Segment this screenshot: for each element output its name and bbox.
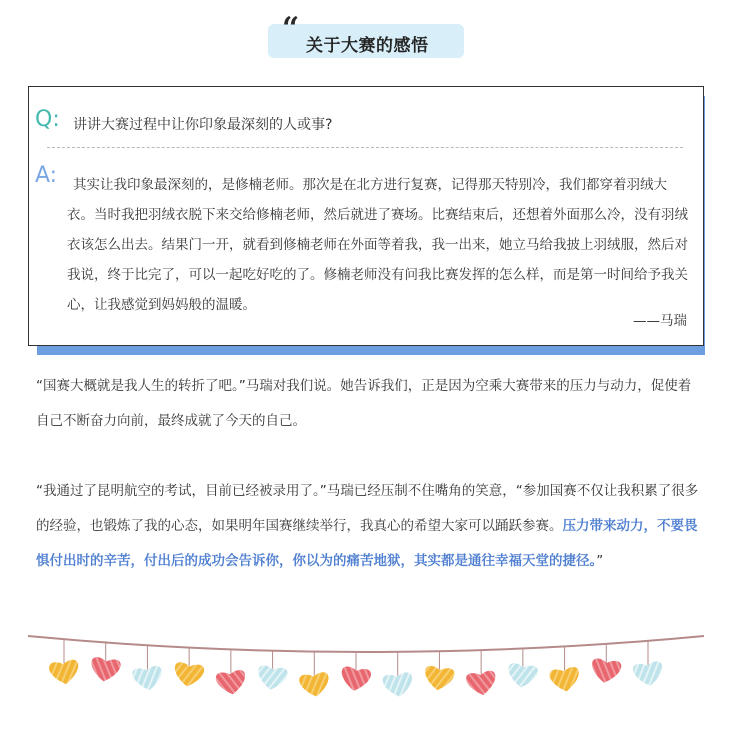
heart-icon xyxy=(339,666,371,693)
heart-icon xyxy=(632,661,664,688)
closing-quote: ” xyxy=(596,553,604,569)
question-label: Q: xyxy=(35,107,60,132)
heart-icon xyxy=(256,665,288,692)
heart-icon xyxy=(299,671,331,698)
heart-icon xyxy=(89,656,121,683)
heart-icon xyxy=(465,670,497,697)
heart-icon xyxy=(549,666,581,693)
paragraph-hired xyxy=(36,474,702,579)
answer-label: A: xyxy=(35,163,58,188)
highlighted-quote: 压力带来动力，不要畏惧付出时的辛苦，付出后的成功会告诉你，你以为的痛苦地狱，其实都是通往幸福天堂的捷径。 xyxy=(36,518,698,569)
dashed-divider xyxy=(47,147,683,148)
garland-string xyxy=(28,636,704,652)
heart-icon xyxy=(382,672,414,699)
heart-icon xyxy=(172,661,204,688)
heart-icon xyxy=(48,659,80,686)
question-text: 讲讲大赛过程中让你印象最深刻的人或事? xyxy=(73,117,333,133)
heart-icon xyxy=(506,662,538,689)
heart-icon xyxy=(132,665,164,692)
answer-signature: ——马瑞 xyxy=(633,313,687,329)
heart-icon xyxy=(215,669,247,696)
answer-text: 其实让我印象最深刻的，是修楠老师。那次是在北方进行复赛，记得那天特别冷，我们都穿着羽绒大衣。当时我把羽绒衣脱下来交给修楠老师，然后就进了赛场。比赛结束后，还想着外面那么冷，没有羽绒衣该怎么出去。结果门一开，就看到修楠老师在外面等着我，我一出来，她立马给我披上羽绒服，然后对我说，终于比完了，可以一起吃好吃的了。修楠老师没有问我比赛发挥的怎么样，而是第一时间给予我关心，让我感觉到妈妈般的温暖。 xyxy=(67,177,688,313)
heart-garland-decoration xyxy=(0,628,732,730)
section-title: 关于大赛的感悟 xyxy=(306,36,429,56)
heart-icon xyxy=(423,665,455,692)
heart-icon xyxy=(590,658,622,685)
qa-box xyxy=(28,86,704,346)
paragraph-hired-text: “我通过了昆明航空的考试，目前已经被录用了。”马瑞已经压制不住嘴角的笑意，“参加国赛不仅让我积累了很多的经验，也锻炼了我的心态，如果明年国赛继续举行，我真心的希望大家可以踊跃参赛。 xyxy=(36,483,699,534)
paragraph-turning-point: “国赛大概就是我人生的转折了吧。”马瑞对我们说。她告诉我们，正是因为空乘大赛带来的压力与动力，促使着自己不断奋力向前，最终成就了今天的自己。 xyxy=(36,378,692,429)
quote-mark-icon: “ xyxy=(282,11,300,46)
